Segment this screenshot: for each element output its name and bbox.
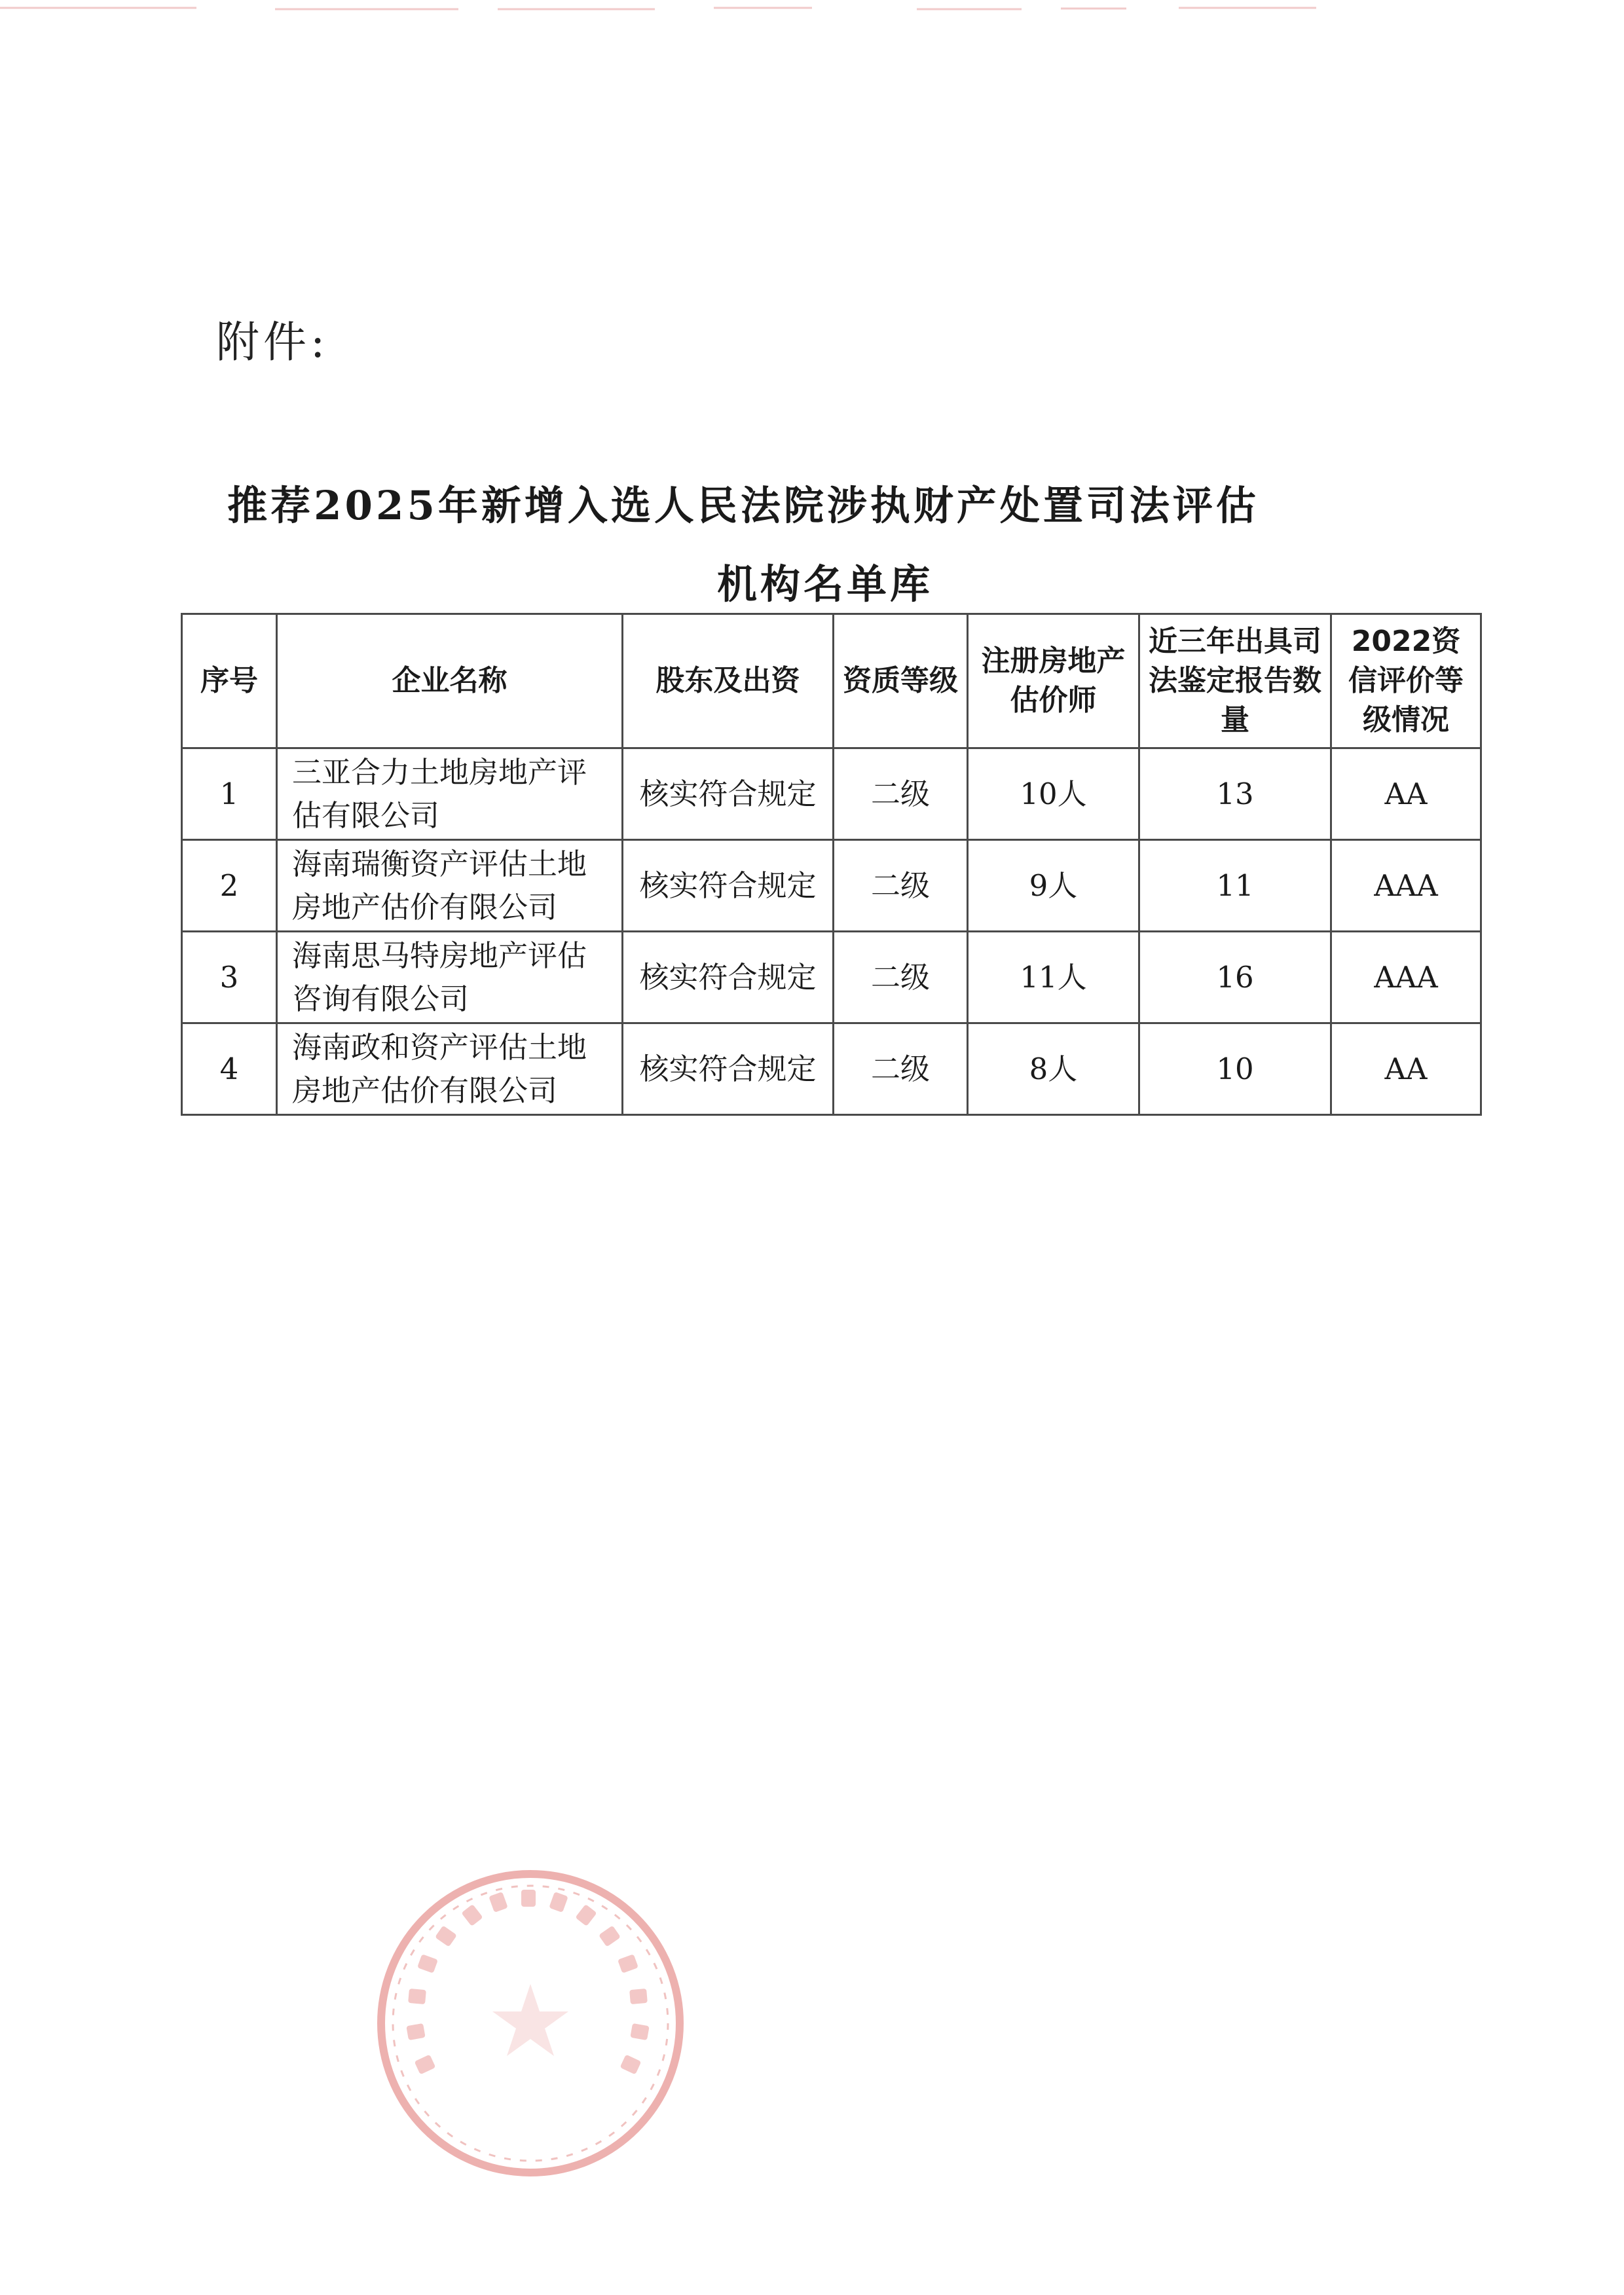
cell-report-count: 11 xyxy=(1139,840,1331,932)
cell-qualification: 二级 xyxy=(834,840,968,932)
cell-qualification: 二级 xyxy=(834,748,968,840)
cell-credit-rating: AA xyxy=(1331,748,1481,840)
cell-shareholders: 核实符合规定 xyxy=(623,932,834,1023)
header-registered-appraisers: 注册房地产估价师 xyxy=(968,614,1139,748)
header-shareholders: 股东及出资 xyxy=(623,614,834,748)
table-row xyxy=(182,932,1481,1023)
scan-edge-marks xyxy=(0,0,1624,20)
table-header-row xyxy=(182,614,1481,748)
cell-credit-rating: AAA xyxy=(1331,840,1481,932)
official-seal-stamp xyxy=(367,1860,694,2187)
cell-serial: 1 xyxy=(182,748,277,840)
cell-company-name: 海南思马特房地产评估咨询有限公司 xyxy=(277,932,623,1023)
header-serial: 序号 xyxy=(182,614,277,748)
header-qualification: 资质等级 xyxy=(834,614,968,748)
header-report-count: 近三年出具司法鉴定报告数量 xyxy=(1139,614,1331,748)
cell-shareholders: 核实符合规定 xyxy=(623,1023,834,1115)
cell-report-count: 13 xyxy=(1139,748,1331,840)
cell-shareholders: 核实符合规定 xyxy=(623,840,834,932)
cell-company-name: 三亚合力土地房地产评估有限公司 xyxy=(277,748,623,840)
cell-qualification: 二级 xyxy=(834,932,968,1023)
cell-appraisers: 10人 xyxy=(968,748,1139,840)
document-title-line2: 机构名单库 xyxy=(716,561,933,608)
cell-credit-rating: AAA xyxy=(1331,932,1481,1023)
cell-appraisers: 11人 xyxy=(968,932,1139,1023)
cell-appraisers: 9人 xyxy=(968,840,1139,932)
header-company-name: 企业名称 xyxy=(277,614,623,748)
agency-list-table xyxy=(181,613,1482,1116)
cell-serial: 3 xyxy=(182,932,277,1023)
document-title-line1: 推荐2025年新增入选人民法院涉执财产处置司法评估 xyxy=(227,483,1259,529)
table-row xyxy=(182,840,1481,932)
cell-serial: 4 xyxy=(182,1023,277,1115)
cell-report-count: 16 xyxy=(1139,932,1331,1023)
cell-credit-rating: AA xyxy=(1331,1023,1481,1115)
cell-serial: 2 xyxy=(182,840,277,932)
table-row xyxy=(182,748,1481,840)
cell-company-name: 海南政和资产评估土地房地产估价有限公司 xyxy=(277,1023,623,1115)
cell-appraisers: 8人 xyxy=(968,1023,1139,1115)
cell-qualification: 二级 xyxy=(834,1023,968,1115)
header-credit-rating: 2022资信评价等级情况 xyxy=(1331,614,1481,748)
table-row xyxy=(182,1023,1481,1115)
cell-company-name: 海南瑞衡资产评估土地房地产估价有限公司 xyxy=(277,840,623,932)
attachment-label: 附件: xyxy=(216,317,329,367)
cell-report-count: 10 xyxy=(1139,1023,1331,1115)
cell-shareholders: 核实符合规定 xyxy=(623,748,834,840)
